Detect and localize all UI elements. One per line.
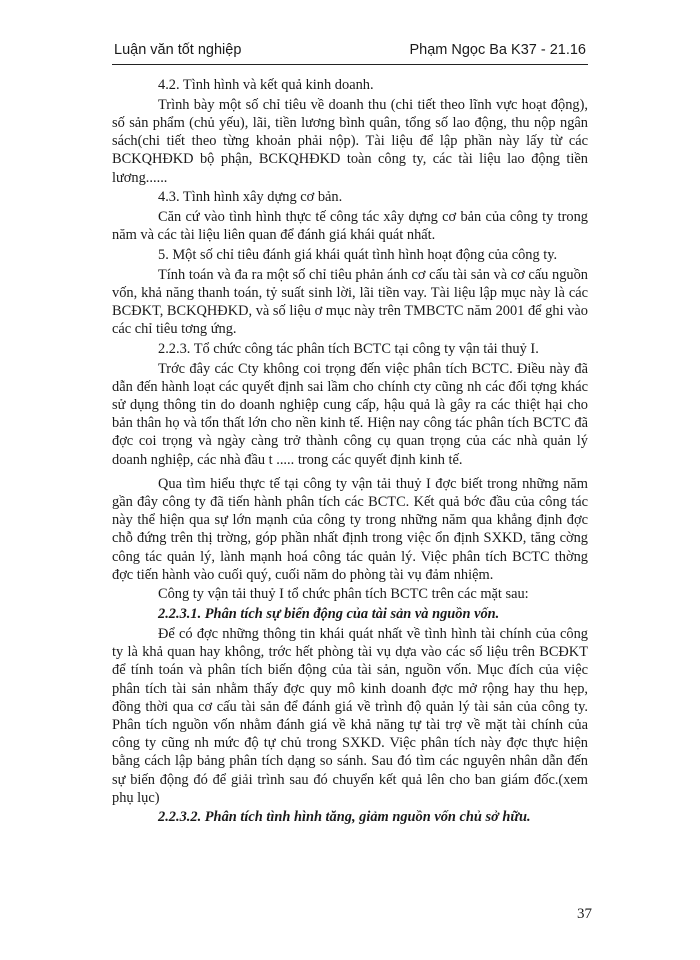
header-thesis-title: Luận văn tốt nghiệp: [114, 42, 242, 58]
body-paragraph: Căn cứ vào tình hình thực tế công tác xây dựng cơ bản của công ty trong năm và các tài liệu liên quan để đánh giá khái quát nhất.: [112, 208, 588, 244]
subsection-heading-2-2-3-1: 2.2.3.1. Phân tích sự biến động của tài sản và nguồn vốn.: [158, 606, 500, 623]
page-number: 37: [577, 906, 592, 922]
header-author: Phạm Ngọc Ba K37 - 21.16: [409, 42, 586, 58]
page-header: [112, 40, 588, 65]
body-paragraph: Tính toán và đa ra một số chỉ tiêu phản ánh cơ cấu tài sản và cơ cấu nguồn vốn, khả năng thanh toán, tỷ suất sinh lời, lãi tiền vay. Tài liệu lập mục này là các BCĐKT, BCKQHĐKD, và số liệu ơ mục này trên TMBCTC năm 2001 để ghi vào các chỉ tiêu tơng ứng.: [112, 266, 588, 338]
document-body: [112, 76, 588, 828]
section-heading-2-2-3: 2.2.3. Tổ chức công tác phân tích BCTC tại công ty vận tải thuỷ I.: [158, 340, 539, 357]
section-heading-4-3: 4.3. Tình hình xây dựng cơ bản.: [158, 189, 343, 206]
subsection-heading-2-2-3-2: 2.2.3.2. Phân tích tình hình tăng, giảm nguồn vốn chủ sở hữu.: [158, 809, 531, 826]
body-paragraph: Để có đợc những thông tin khái quát nhất về tình hình tài chính của công ty là khả quan hay không, trớc hết phòng tài vụ dựa vào các số liệu trên BCĐKT để tính toán và phân tích biến động của tài sản, nguồn vốn. Mục đích của việc phân tích tài sản nhằm thấy đợc quy mô kinh doanh đợc mở rộng hay thu hẹp, đồng thời qua cơ cấu tài sản để đánh giá về trình độ quản lý tài sản của công ty. Phân tích nguồn vốn nhằm đánh giá về khả năng tự tài trợ về mặt tài chính của công ty cũng nh mức độ tự chủ trong SXKD. Việc phân tích này đợc thực hiện bằng cách lập bảng phân tích dạng so sánh. Sau đó tìm các nguyên nhân dẫn đến sự biến động đó để giải trình sau đó chuyển kết quả lên cho ban giám đốc.(xem phụ lục): [112, 625, 588, 806]
body-paragraph: Trình bày một số chỉ tiêu về doanh thu (chi tiết theo lĩnh vực hoạt động), số sản phẩm (chủ yếu), lãi, tiền lương bình quân, tổng số lao động, thu nộp ngân sách(chi tiết theo từng khoản phải nộp). Tài liệu để lập phần này lấy từ các BCKQHĐKD bộ phận, BCKQHĐKD toàn công ty, các tài liệu lao động tiền lương......: [112, 96, 588, 186]
body-paragraph: Công ty vận tải thuỷ I tổ chức phân tích BCTC trên các mặt sau:: [158, 586, 529, 603]
section-heading-5: 5. Một số chỉ tiêu đánh giá khái quát tình hình hoạt động của công ty.: [158, 246, 558, 263]
section-heading-4-2: 4.2. Tình hình và kết quả kinh doanh.: [158, 77, 374, 93]
body-paragraph: Trớc đây các Cty không coi trọng đến việc phân tích BCTC. Điều này đã dẫn đến hành loạt các quyết định sai lầm cho chính cty cũng nh các đối tợng khác sử dụng thông tin do doanh nghiệp cung cấp, hậu quả là gây ra các thiệt hại cho bản thân họ và tổn thất lớn cho nền kinh tế. Hiện nay công tác phân tích BCTC đã đợc coi trọng và ngày càng trở thành công cụ quan trọng của các nhà quản lý doanh nghiệp, các nhà đầu t ..... trong các quyết định kinh tế.: [112, 360, 588, 468]
body-paragraph: Qua tìm hiểu thực tế tại công ty vận tải thuỷ I đợc biết trong những năm gần đây công ty đã tiến hành phân tích các BCTC. Kết quả bớc đầu của công tác này thể hiện qua sự lớn mạnh của công ty trong những năm qua khẳng định đợc chỗ đứng trên thị trờng, góp phần nhất định trong việc ổn định SXKD, tăng cờng công tác quản lý, lành mạnh hoá công tác quản lý. Việc phân tích BCTC thờng đợc tiến hành vào cuối quý, cuối năm do phòng tài vụ đảm nhiệm.: [112, 475, 588, 583]
